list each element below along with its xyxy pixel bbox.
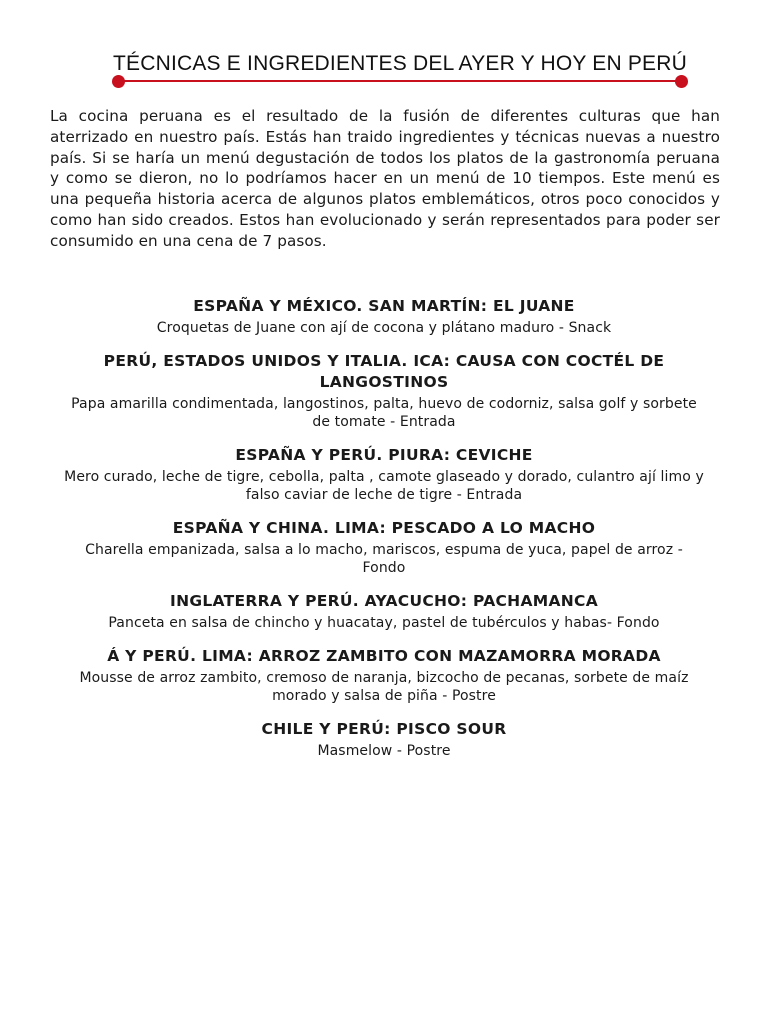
course-item xyxy=(60,296,708,337)
course-item xyxy=(60,351,708,431)
course-title: Á Y PERÚ. LIMA: ARROZ ZAMBITO CON MAZAMORRA MORADA xyxy=(107,647,661,665)
course-item xyxy=(60,719,708,760)
menu-list xyxy=(60,296,708,774)
title-underline xyxy=(118,80,682,82)
course-title: ESPAÑA Y CHINA. LIMA: PESCADO A LO MACHO xyxy=(172,519,596,537)
course-title: ESPAÑA Y MÉXICO. SAN MARTÍN: EL JUANE xyxy=(193,297,575,315)
course-title: PERÚ, ESTADOS UNIDOS Y ITALIA. ICA: CAUSA CON COCTÉL DE LANGOSTINOS xyxy=(103,352,665,391)
course-title: INGLATERRA Y PERÚ. AYACUCHO: PACHAMANCA xyxy=(170,592,598,610)
course-item xyxy=(60,646,708,705)
course-title: ESPAÑA Y PERÚ. PIURA: CEVICHE xyxy=(235,446,533,464)
course-description: Charella empanizada, salsa a lo macho, mariscos, espuma de yuca, papel de arroz - Fondo xyxy=(85,542,683,576)
course-item xyxy=(60,591,708,632)
course-description: Masmelow - Postre xyxy=(317,743,451,759)
course-description: Panceta en salsa de chincho y huacatay, pastel de tubérculos y habas- Fondo xyxy=(108,615,660,631)
course-item xyxy=(60,518,708,577)
course-description: Mero curado, leche de tigre, cebolla, palta , camote glaseado y dorado, culantro ají limo y falso caviar de leche de tigre - Entrada xyxy=(64,469,704,503)
course-title: CHILE Y PERÚ: PISCO SOUR xyxy=(261,720,507,738)
course-description: Croquetas de Juane con ají de cocona y plátano maduro - Snack xyxy=(156,320,612,336)
course-description: Mousse de arroz zambito, cremoso de naranja, bizcocho de pecanas, sorbete de maíz morado y salsa de piña - Postre xyxy=(79,670,689,704)
page-title: TÉCNICAS E INGREDIENTES DEL AYER Y HOY EN PERÚ xyxy=(112,52,688,75)
right-dot-ornament xyxy=(675,75,688,88)
title-header xyxy=(112,50,688,100)
course-item xyxy=(60,445,708,504)
course-description: Papa amarilla condimentada, langostinos, palta, huevo de codorniz, salsa golf y sorbete de tomate - Entrada xyxy=(71,396,697,430)
intro-paragraph: La cocina peruana es el resultado de la fusión de diferentes culturas que han aterrizado en nuestro país. Estás han traido ingredientes y técnicas nuevas a nuestro país. Si se haría un menú degustación de todos los platos de la gastronomía peruana y como se dieron, no lo podríamos hacer en un menú de 10 tiempos. Este menú es una pequeña historia acerca de algunos platos emblemáticos, otros poco conocidos y como han sido creados. Estos han evolucionado y serán representados para poder ser consumido en una cena de 7 pasos. xyxy=(50,107,720,250)
